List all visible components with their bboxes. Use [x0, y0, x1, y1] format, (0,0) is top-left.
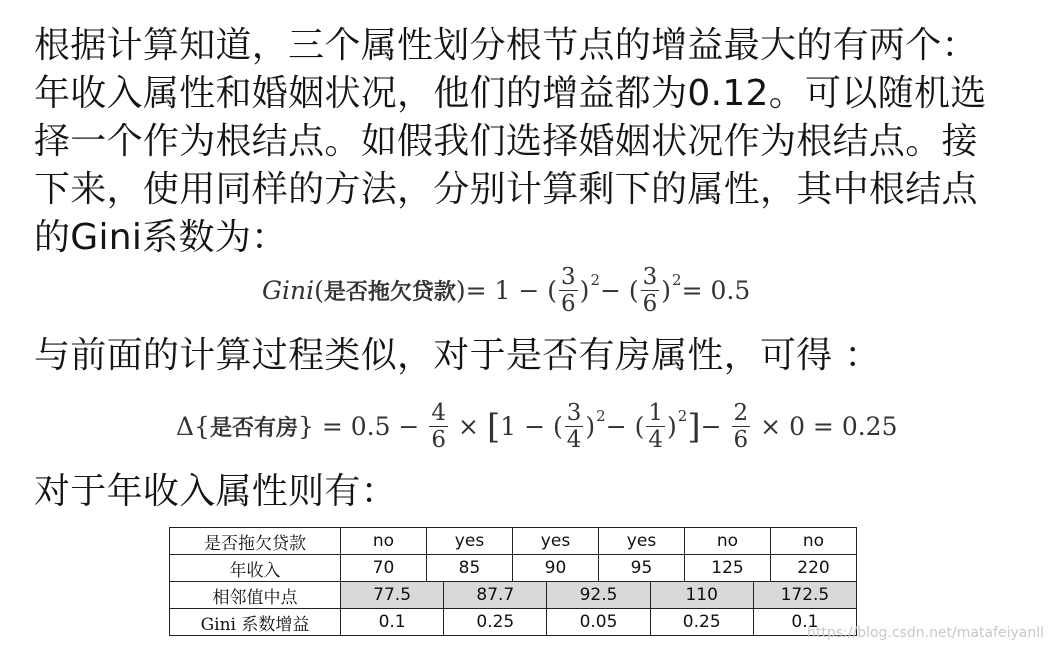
table-row	[170, 528, 857, 555]
table-row	[170, 555, 857, 582]
fraction-numerator: 4	[431, 400, 447, 426]
fraction-numerator: 1	[648, 400, 663, 426]
table-cell: no	[770, 528, 856, 554]
formula-minus: −	[700, 412, 722, 441]
paragraph-house: 与前面的计算过程类似，对于是否有房属性，可得 ：	[34, 335, 881, 376]
table-cell: 77.5	[341, 582, 443, 608]
table-cell: yes	[512, 528, 598, 554]
formula-minus: − (	[599, 276, 639, 305]
formula-gini-root	[262, 264, 750, 317]
formula-minus: − (	[605, 412, 645, 441]
table-row	[170, 609, 857, 636]
formula-delta: Δ{	[176, 412, 210, 441]
paragraph-intro: 根据计算知道，三个属性划分根节点的增益最大的有两个：年收入属性和婚姻状况，他们的增益都为0.12。可以随机选择一个作为根结点。如假我们选择婚姻状况作为根结点。接下来，使用同样的方法，分别计算剩下的属性，其中根结点的Gini系数为：	[34, 25, 987, 258]
row-header: Gini 系数增益	[170, 609, 341, 636]
table-cell: 90	[512, 555, 598, 581]
table-cell: no	[372, 531, 395, 551]
income-gini-table	[169, 527, 857, 636]
formula-paren-open: (	[314, 276, 324, 305]
table-cell: 0.25	[650, 609, 753, 635]
formula-label: 是否拖欠贷款	[323, 280, 456, 305]
formula-bracket-open: [	[486, 406, 501, 447]
fraction-numerator: 3	[566, 400, 582, 426]
fraction-numerator: 2	[733, 400, 749, 426]
fraction-numerator: 3	[561, 264, 576, 290]
fraction	[732, 400, 751, 453]
table-cell: 220	[770, 555, 856, 581]
table-cell: 85	[426, 555, 512, 581]
table-cell: 172.5	[753, 582, 856, 608]
table-cell: 95	[598, 555, 684, 581]
formula-paren: )	[667, 412, 677, 441]
table-cell: yes	[598, 528, 684, 554]
formula-exponent: 2	[590, 270, 600, 289]
fraction-denominator: 6	[561, 291, 576, 317]
fraction-denominator: 6	[642, 291, 658, 317]
fraction	[429, 400, 448, 453]
formula-bracket-close: ]	[687, 406, 701, 447]
watermark: https://blog.csdn.net/matafeiyanll	[807, 625, 1044, 641]
row-header: 是否拖欠贷款	[170, 528, 341, 555]
fraction-denominator: 4	[566, 427, 582, 453]
fraction	[565, 400, 584, 453]
table-cell: 87.7	[443, 582, 546, 608]
table-cell: 0.05	[546, 609, 649, 635]
formula-label: 是否有房	[209, 416, 298, 441]
table-cell: 0.25	[443, 609, 546, 635]
formula-exponent: 2	[677, 406, 688, 425]
formula-tail: × 0 = 0.25	[760, 412, 898, 441]
formula-gini-word: Gini	[262, 276, 315, 305]
table-cell: 92.5	[546, 582, 649, 608]
table-cell: 110	[650, 582, 753, 608]
table-cell: 70	[372, 558, 395, 578]
fraction	[559, 264, 578, 317]
formula-eq-one: = 1 − (	[465, 276, 558, 305]
paragraph-income: 对于年收入属性则有：	[34, 471, 398, 512]
formula-result: = 0.5	[681, 276, 751, 305]
fraction-numerator: 3	[642, 264, 658, 290]
fraction-denominator: 6	[733, 427, 749, 453]
table-cell: 125	[684, 555, 770, 581]
formula-exponent: 2	[672, 270, 682, 289]
table-cell: 0.1	[378, 612, 406, 632]
fraction-denominator: 6	[431, 427, 447, 453]
formula-delta-house	[176, 400, 897, 453]
table-cell: 0.1	[753, 609, 856, 635]
table-cell: yes	[426, 528, 512, 554]
formula-paren-close: )	[455, 276, 466, 305]
formula-paren: )	[585, 412, 596, 441]
formula-paren: )	[579, 276, 590, 305]
fraction	[641, 264, 660, 317]
formula-exponent: 2	[596, 406, 606, 425]
formula-close: } = 0.5 −	[297, 412, 420, 441]
formula-paren: )	[661, 276, 672, 305]
row-header: 相邻值中点	[170, 582, 341, 609]
table-row	[170, 582, 857, 609]
row-header: 年收入	[170, 555, 341, 582]
table-cell: no	[684, 528, 770, 554]
fraction	[646, 400, 665, 453]
formula-times: ×	[458, 412, 479, 441]
fraction-denominator: 4	[648, 427, 663, 453]
formula-one: 1 − (	[500, 412, 563, 441]
